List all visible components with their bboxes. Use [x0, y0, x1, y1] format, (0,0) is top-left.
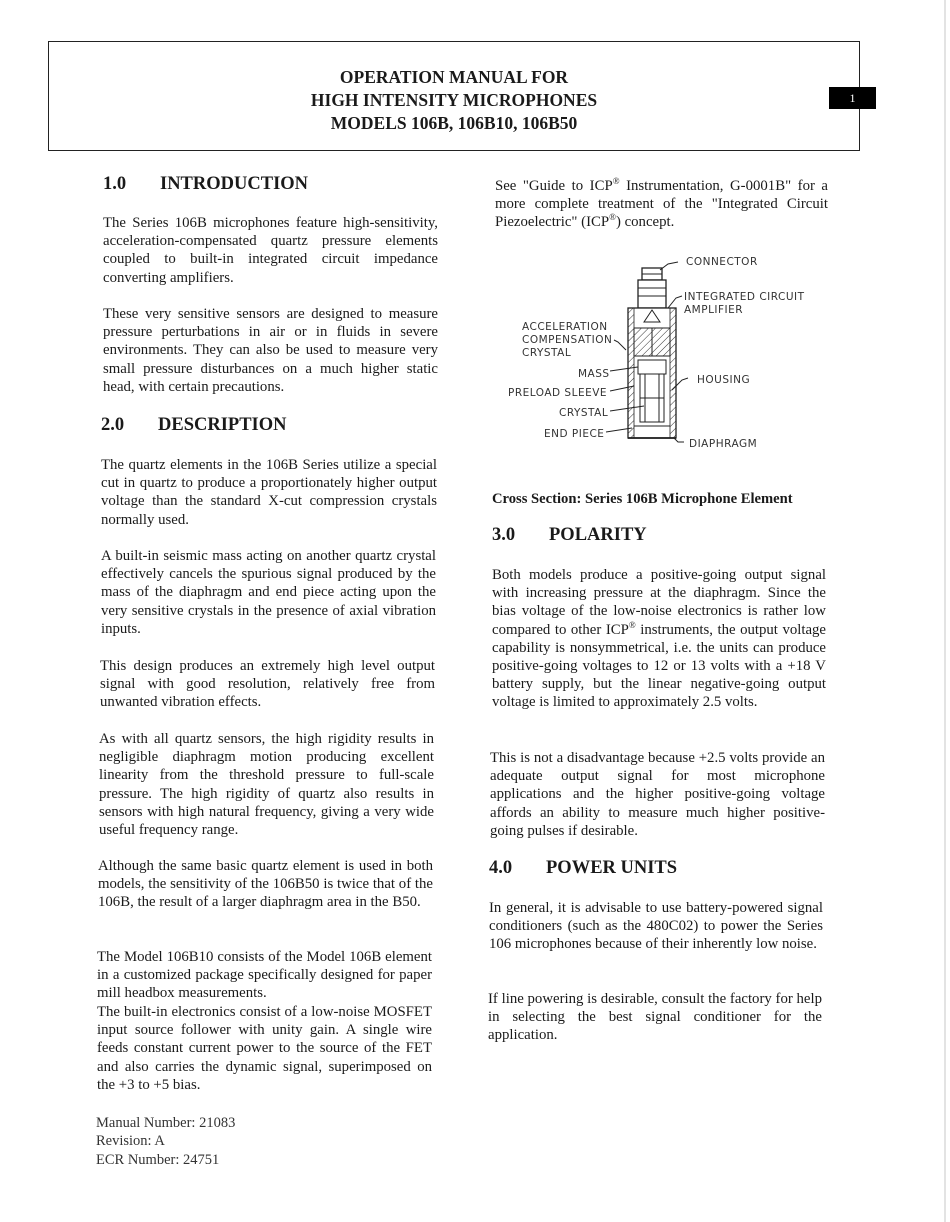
section-heading-polarity — [492, 525, 647, 546]
section-heading-power-units — [489, 858, 677, 879]
polarity-text-after: instruments, the output voltage capability is nonsymmetrical, i.e. the units can produce positive-going voltages to 12 or 13 volts with a +18 V battery supply, but the linear negative-going output voltage is limited to approximately 2.5 volts. — [492, 621, 826, 711]
polarity-text-before: Both models produce a positive-going output signal with increasing pressure at the diaphragm. Since the bias voltage of the low-noise electronics is rather low compared to other ICP — [492, 567, 826, 638]
section-heading-description — [101, 415, 287, 436]
ecr-number: ECR Number: 24751 — [96, 1151, 220, 1168]
label-accel-line1: ACCELERATION — [522, 321, 608, 333]
section-number: 4.0 — [489, 858, 513, 878]
section-heading-introduction — [103, 174, 308, 195]
section-title: POLARITY — [549, 525, 647, 545]
header-box — [48, 41, 860, 151]
guide-text-after: ) concept. — [615, 214, 675, 231]
section-title: INTRODUCTION — [160, 174, 309, 194]
power-paragraph-2: If line powering is desirable, consult the factory for help in selecting the best signal conditioner for the application. — [488, 991, 822, 1044]
label-crystal: CRYSTAL — [559, 407, 609, 419]
description-paragraph-7: The built-in electronics consist of a low-noise MOSFET input source follower with unity gain. A single wire feeds constant current power to the source of the FET and also carries the dynamic signal, superimposed on the +3 to +5 bias. — [97, 1004, 432, 1093]
description-paragraph-3: This design produces an extremely high level output signal with good resolution, relatively free from unwanted vibration effects. — [100, 658, 435, 711]
description-paragraph-4: As with all quartz sensors, the high rigidity results in negligible diaphragm motion producing excellent linearity from the threshold pressure to full-scale pressure. The high rigidity of quartz also results in sensors with high natural frequency, giving a very wide useful frequency range. — [99, 731, 434, 839]
section-number: 2.0 — [101, 415, 125, 435]
header-title-line1: OPERATION MANUAL FOR — [339, 67, 569, 87]
description-paragraph-2: A built-in seismic mass acting on another quartz crystal effectively cancels the spurious signal produced by the mass of the diaphragm and end piece acting upon the very sensitive crystals in the presence of axial vibration inputs. — [101, 548, 436, 637]
label-mass: MASS — [578, 368, 610, 380]
label-housing: HOUSING — [697, 374, 751, 386]
label-connector: CONNECTOR — [686, 256, 758, 268]
section-number: 1.0 — [103, 174, 127, 194]
label-diaphragm: DIAPHRAGM — [689, 438, 758, 450]
label-accel-line3: CRYSTAL — [522, 347, 572, 359]
scan-edge — [944, 0, 946, 1222]
label-amplifier-line1: INTEGRATED CIRCUIT — [684, 291, 805, 303]
registered-mark: ® — [609, 212, 616, 223]
intro-paragraph-1: The Series 106B microphones feature high-sensitivity, acceleration-compensated quartz pressure elements coupled to built-in integrated circuit impedance converting amplifiers. — [103, 215, 438, 286]
header-title-line3: MODELS 106B, 106B10, 106B50 — [330, 113, 578, 133]
label-accel-line2: COMPENSATION — [522, 334, 613, 346]
label-amplifier-line2: AMPLIFIER — [684, 304, 744, 316]
polarity-paragraph-2: This is not a disadvantage because +2.5 volts provide an adequate output signal for most microphone applications and the higher positive-going voltage affords an ability to measure much higher positive-going pulses if desirable. — [490, 750, 825, 839]
microphone-cross-section-diagram — [500, 250, 810, 460]
guide-text-before: See "Guide to ICP — [495, 178, 613, 194]
page-number-tab: 1 — [829, 87, 876, 109]
description-paragraph-1: The quartz elements in the 106B Series utilize a special cut in quartz to produce a proportionately higher output voltage than the standard X-cut compression crystals normally used. — [101, 457, 437, 528]
description-paragraph-5: Although the same basic quartz element is used in both models, the sensitivity of the 106B50 is twice that of the 106B, the result of a larger diaphragm area in the B50. — [98, 858, 433, 911]
registered-mark: ® — [612, 176, 620, 187]
header-title-line2: HIGH INTENSITY MICROPHONES — [310, 90, 598, 110]
label-preload-sleeve: PRELOAD SLEEVE — [508, 387, 608, 399]
figure-caption: Cross Section: Series 106B Microphone Element — [492, 491, 793, 507]
registered-mark: ® — [628, 619, 636, 630]
guide-text-middle: Instrumentation, G-0001B" for a more complete treatment of the "Integrated Circuit Piezoelectric" (ICP — [495, 178, 828, 231]
intro-paragraph-2: These very sensitive sensors are designed to measure pressure perturbations in air or in fluids in severe environments. They can also be used to measure very small pressure disturbances on a much higher static head, with certain precautions. — [103, 306, 438, 395]
polarity-paragraph-1 — [492, 566, 826, 712]
document-footer — [96, 1114, 235, 1169]
section-title: DESCRIPTION — [158, 415, 287, 435]
description-paragraph-6: The Model 106B10 consists of the Model 106B element in a customized package specifically designed for paper mill headbox measurements. — [97, 949, 432, 1002]
section-title: POWER UNITS — [546, 858, 678, 878]
power-paragraph-1: In general, it is advisable to use battery-powered signal conditioners (such as the 480C02) to power the Series 106 microphones because of their inherently low noise. — [489, 900, 823, 953]
guide-paragraph — [495, 177, 828, 232]
label-end-piece: END PIECE — [544, 428, 605, 440]
revision: Revision: A — [96, 1133, 165, 1150]
manual-number: Manual Number: 21083 — [96, 1115, 236, 1131]
section-number: 3.0 — [492, 525, 516, 545]
